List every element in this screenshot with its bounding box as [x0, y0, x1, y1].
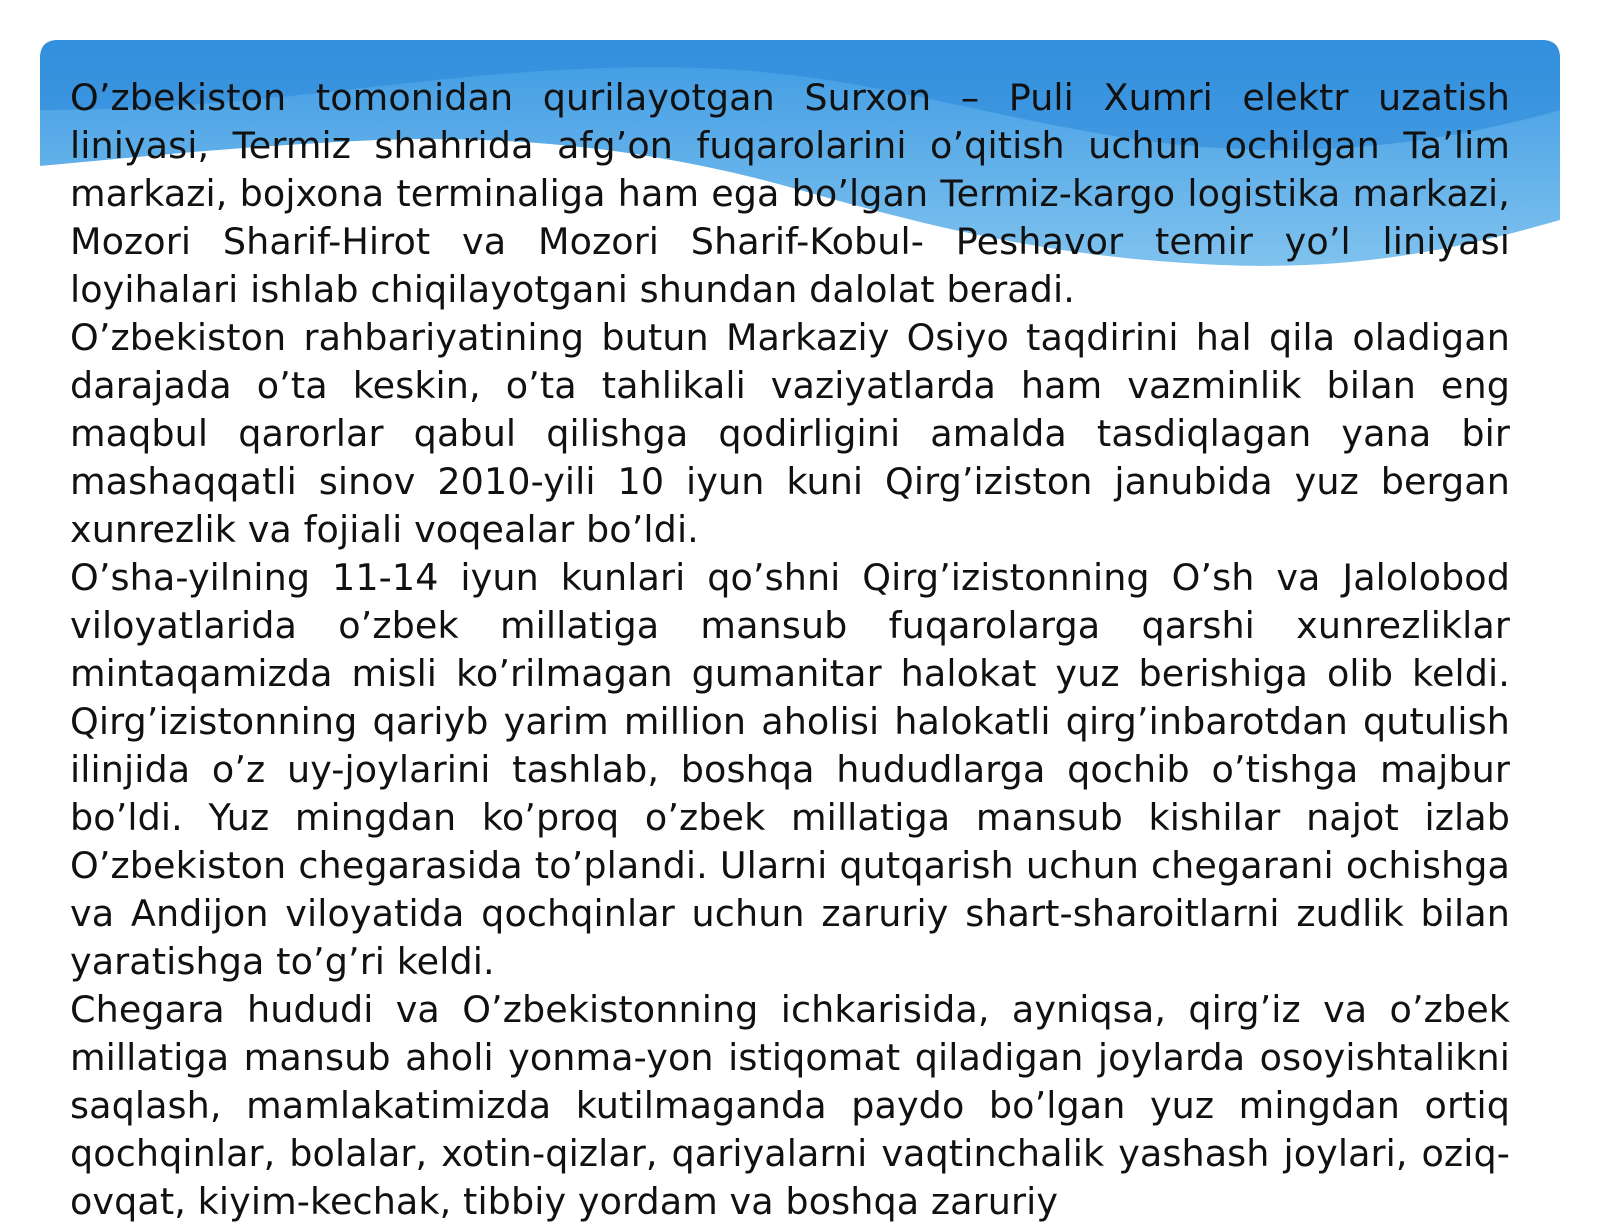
document-body: [70, 74, 1510, 1226]
paragraph-4: Chegara hududi va O’zbekistonning ichkarisida, ayniqsa, qirg’iz va o’zbek millatiga mansub aholi yonma-yon istiqomat qiladigan joylarda osoyishtalikni saqlash, mamlakatimizda kutilmaganda paydo bo’lgan yuz mingdan ortiq qochqinlar, bolalar, xotin-qizlar, qariyalarni vaqtinchalik yashash joylari, oziq-ovqat, kiyim-kechak, tibbiy yordam va boshqa zaruriy: [70, 988, 1510, 1223]
paragraph-1: O’zbekiston tomonidan qurilayotgan Surxon – Puli Xumri elektr uzatish liniyasi, Termiz shahrida afg’on fuqarolarini o’qitish uchun ochilgan Ta’lim markazi, bojxona terminaliga ham ega bo’lgan Termiz-kargo logistika markazi, Mozori Sharif-Hirot va Mozori Sharif-Kobul- Peshavor temir yo’l liniyasi loyihalari ishlab chiqilayotgani shundan dalolat beradi.: [70, 76, 1510, 311]
paragraph-3: O’sha-yilning 11-14 iyun kunlari qo’shni Qirg’izistonning O’sh va Jalolobod viloyatlarida o’zbek millatiga mansub fuqarolarga qarshi xunrezliklar mintaqamizda misli ko’rilmagan gumanitar halokat yuz berishiga olib keldi. Qirg’izistonning qariyb yarim million aholisi halokatli qirg’inbarotdan qutulish ilinjida o’z uy-joylarini tashlab, boshqa hududlarga qochib o’tishga majbur bo’ldi. Yuz mingdan ko’proq o’zbek millatiga mansub kishilar najot izlab O’zbekiston chegarasida to’plandi. Ularni qutqarish uchun chegarani ochishga va Andijon viloyatida qochqinlar uchun zaruriy shart-sharoitlarni zudlik bilan yaratishga to’g’ri keldi.: [70, 556, 1510, 983]
paragraph-2: O’zbekiston rahbariyatining butun Markaziy Osiyo taqdirini hal qila oladigan darajada o’ta keskin, o’ta tahlikali vaziyatlarda ham vazminlik bilan eng maqbul qarorlar qabul qilishga qodirligini amalda tasdiqlagan yana bir mashaqqatli sinov 2010-yili 10 iyun kuni Qirg’iziston janubida yuz bergan xunrezlik va fojiali voqealar bo’ldi.: [70, 316, 1510, 551]
